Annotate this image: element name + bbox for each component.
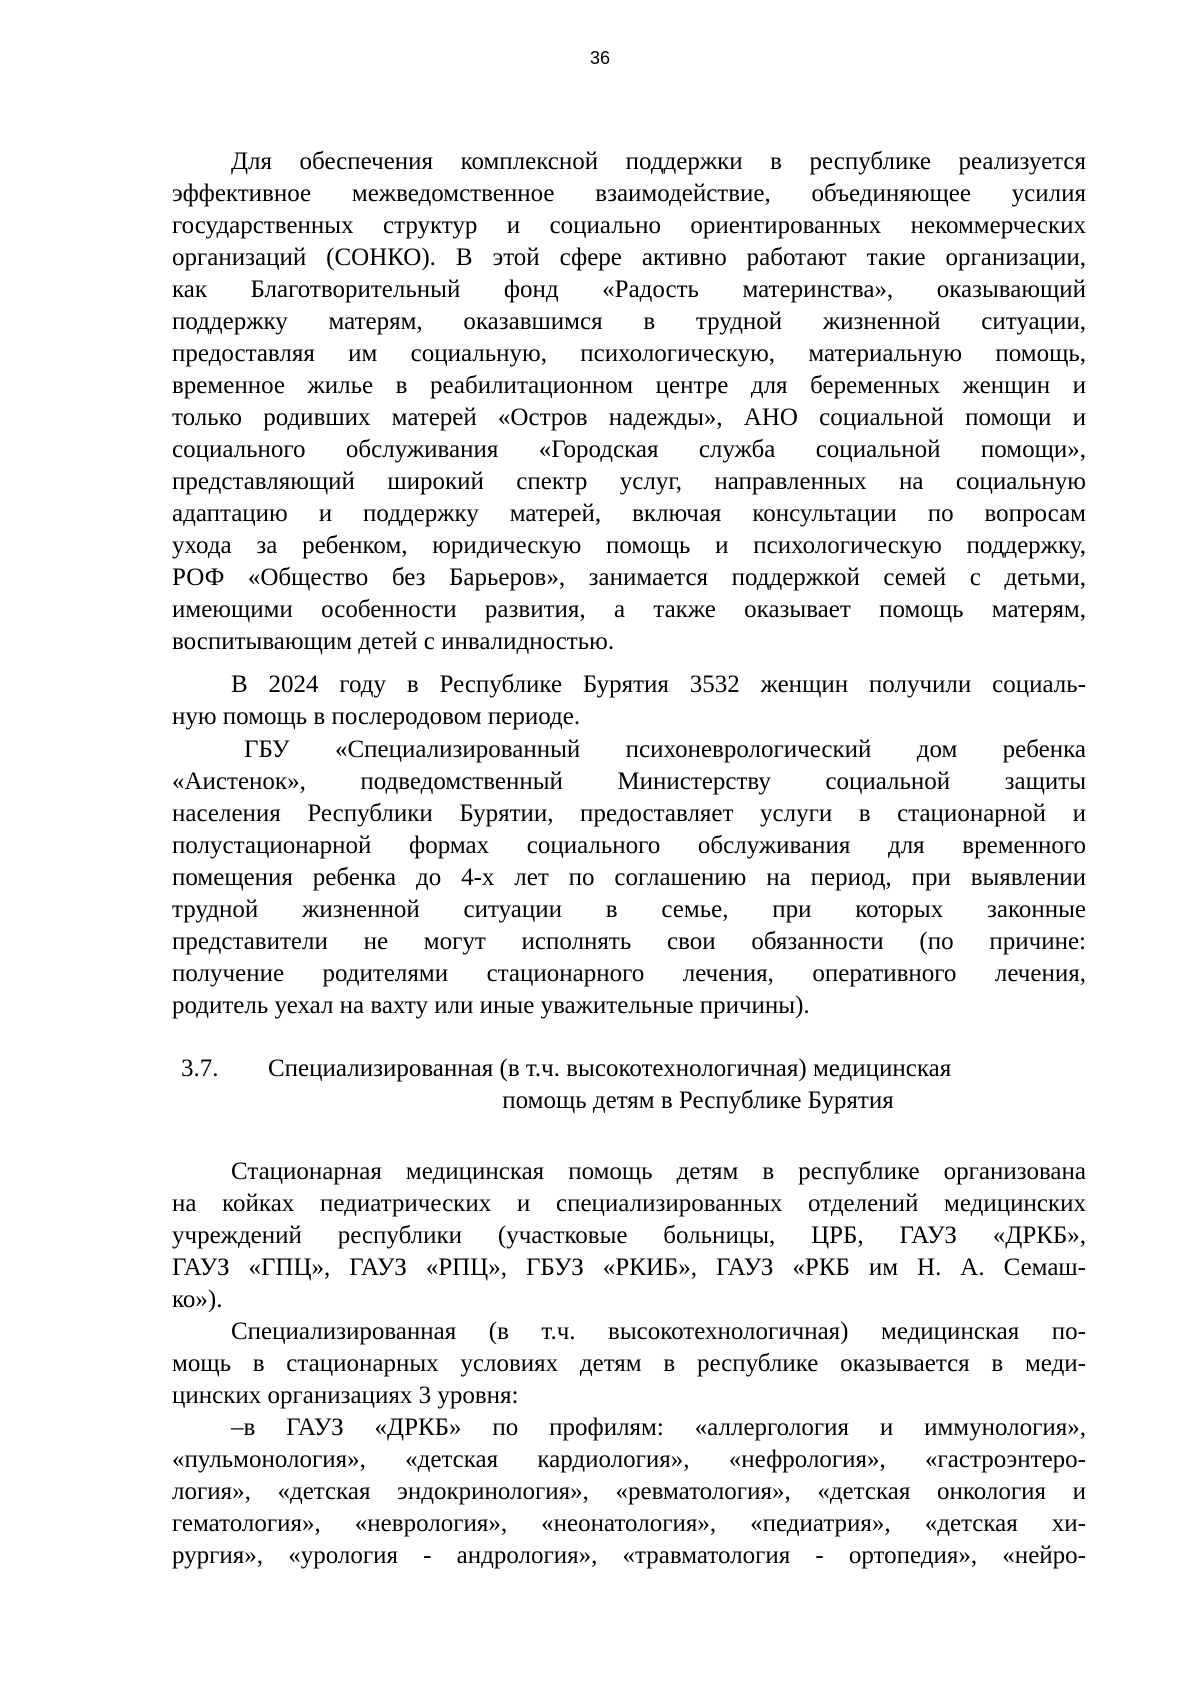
text-line: имеющими особенности развития, а также оказывает помощь матерям, xyxy=(172,596,1086,623)
text-line: социального обслуживания «Городская служба социальной помощи», xyxy=(172,436,1086,463)
text-line: полустационарной формах социального обслуживания для временного xyxy=(172,832,1086,859)
section-title-line1: Специализированная (в т.ч. высокотехнологичная) медицинская xyxy=(268,1055,952,1082)
text-line: учреждений республики (участковые больницы, ЦРБ, ГАУЗ «ДРКБ», xyxy=(172,1222,1086,1249)
text-line: ную помощь в послеродовом периоде. xyxy=(172,703,581,730)
text-line: «Аистенок», подведомственный Министерству социальной защиты xyxy=(172,768,1086,795)
paragraph-inpatient-care xyxy=(172,1156,1086,1316)
text-line: «пульмонология», «детская кардиология», «нефрология», «гастроэнтеро- xyxy=(172,1446,1086,1473)
paragraph-interagency-support xyxy=(172,146,1086,658)
text-line: гематология», «неврология», «неонатология», «педиатрия», «детская хи- xyxy=(172,1510,1086,1537)
text-line: эффективное межведомственное взаимодействие, объединяющее усилия xyxy=(172,180,1086,207)
text-line: организаций (СОНКО). В этой сфере активно работают такие организации, xyxy=(172,244,1086,271)
text-line: адаптацию и поддержку матерей, включая консультации по вопросам xyxy=(172,500,1086,527)
paragraph-specialized-care xyxy=(172,1316,1086,1412)
paragraph-aistenok xyxy=(172,734,1086,1022)
text-line: рургия», «урология - андрология», «травматология - ортопедия», «нейро- xyxy=(172,1542,1086,1569)
text-line: населения Республики Бурятии, предоставляет услуги в стационарной и xyxy=(172,800,1086,827)
text-line: представляющий широкий спектр услуг, направленных на социальную xyxy=(172,468,1086,495)
text-line: предоставляя им социальную, психологическую, материальную помощь, xyxy=(172,340,1086,367)
text-line: мощь в стационарных условиях детям в республике оказывается в меди- xyxy=(172,1350,1086,1377)
text-line: помещения ребенка до 4-х лет по соглашению на период, при выявлении xyxy=(172,864,1086,891)
text-line: Стационарная медицинская помощь детям в республике организована xyxy=(231,1158,1086,1185)
text-line: получение родителями стационарного лечения, оперативного лечения, xyxy=(172,960,1086,987)
text-line: В 2024 году в Республике Бурятия 3532 женщин получили социаль- xyxy=(231,671,1086,698)
text-line: ко»). xyxy=(172,1286,223,1313)
text-line: РОФ «Общество без Барьеров», занимается поддержкой семей с детьми, xyxy=(172,564,1086,591)
text-line: государственных структур и социально ориентированных некоммерческих xyxy=(172,212,1086,239)
text-line: только родивших матерей «Остров надежды», АНО социальной помощи и xyxy=(172,404,1086,431)
text-line: цинских организациях 3 уровня: xyxy=(172,1382,519,1409)
text-line: представители не могут исполнять свои обязанности (по причине: xyxy=(172,928,1086,955)
text-line: ГАУЗ «ГПЦ», ГАУЗ «РПЦ», ГБУЗ «РКИБ», ГАУЗ «РКБ им Н. А. Семаш- xyxy=(172,1254,1086,1281)
text-line: логия», «детская эндокринология», «ревматология», «детская онкология и xyxy=(172,1478,1086,1505)
paragraph-drkb-profiles xyxy=(172,1412,1086,1572)
text-line: –в ГАУЗ «ДРКБ» по профилям: «аллергология и иммунология», xyxy=(231,1414,1086,1441)
text-line: поддержку матерям, оказавшимся в трудной жизненной ситуации, xyxy=(172,308,1086,335)
text-line: родитель уехал на вахту или иные уважительные причины). xyxy=(172,992,810,1019)
text-line: как Благотворительный фонд «Радость материнства», оказывающий xyxy=(172,276,1086,303)
text-line: временное жилье в реабилитационном центре для беременных женщин и xyxy=(172,372,1086,399)
section-number: 3.7. xyxy=(181,1055,219,1082)
text-line: Специализированная (в т.ч. высокотехнологичная) медицинская по- xyxy=(231,1318,1086,1345)
text-line: трудной жизненной ситуации в семье, при которых законные xyxy=(172,896,1086,923)
text-line: воспитывающим детей с инвалидностью. xyxy=(172,628,615,655)
paragraph-postpartum-help xyxy=(172,669,1086,733)
text-line: ГБУ «Специализированный психоневрологический дом ребенка xyxy=(244,736,1086,763)
text-line: на койках педиатрических и специализированных отделений медицинских xyxy=(172,1190,1086,1217)
text-line: Для обеспечения комплексной поддержки в республике реализуется xyxy=(231,148,1086,175)
page-number: 36 xyxy=(589,48,611,68)
text-line: ухода за ребенком, юридическую помощь и психологическую поддержку, xyxy=(172,532,1086,559)
section-title-line2: помощь детям в Республике Бурятия xyxy=(502,1087,894,1114)
